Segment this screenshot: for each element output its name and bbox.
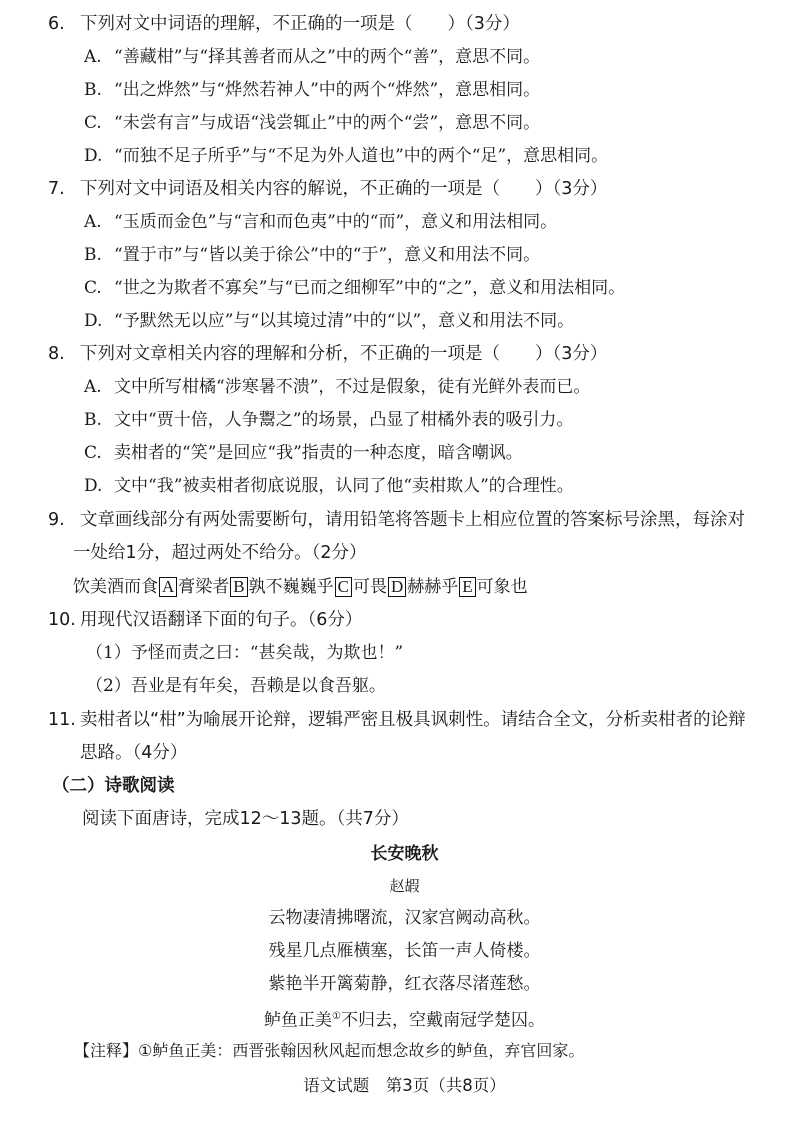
- answer-mark-c[interactable]: C: [335, 577, 352, 597]
- option-key: D.: [84, 311, 103, 331]
- question-10-stem: [48, 608, 362, 632]
- section-intro: 阅读下面唐诗，完成12～13题。（共7分）: [82, 809, 409, 829]
- question-8-stem: [48, 342, 607, 366]
- option-key: C.: [84, 113, 102, 133]
- punctuation-sentence: [73, 575, 528, 599]
- q8-option-d: [84, 474, 574, 498]
- q6-option-d: [84, 144, 608, 168]
- poem-footnote: 【注释】①鲈鱼正美：西晋张翰因秋风起而想念故乡的鲈鱼，弃官回家。: [74, 1041, 585, 1060]
- question-11-stem: [48, 708, 746, 732]
- poem-line-1: 云物凄清拂曙流，汉家宫阙动高秋。: [268, 908, 541, 928]
- translation-item-2: （2）吾业是有年矣，吾赖是以食吾躯。: [86, 676, 386, 696]
- answer-mark-a[interactable]: A: [159, 577, 177, 597]
- q6-option-c: [84, 111, 540, 135]
- question-6-stem: [48, 12, 520, 36]
- option-key: A.: [84, 47, 102, 67]
- q6-option-b: [84, 78, 540, 102]
- poem-title: 长安晚秋: [370, 844, 439, 864]
- poem-line-2: 残星几点雁横塞，长笛一声人倚楼。: [268, 941, 541, 961]
- option-key: D.: [84, 146, 103, 166]
- option-text: 卖柑者的“笑”是回应“我”指责的一种态度，暗含嘲讽。: [114, 443, 523, 463]
- option-text: “世之为欺者不寡矣”与“已而之细柳军”中的“之”，意义和用法相同。: [114, 278, 626, 298]
- option-text: 文中“贾十倍，人争鬻之”的场景，凸显了柑橘外表的吸引力。: [114, 410, 574, 430]
- question-text: 用现代汉语翻译下面的句子。（6分）: [80, 610, 363, 630]
- sentence-segment: 饮美酒而食: [73, 577, 158, 597]
- q6-option-a: [84, 45, 540, 69]
- q7-option-c: [84, 276, 625, 300]
- sentence-segment: 赫赫乎: [407, 577, 459, 597]
- q7-option-a: [84, 210, 557, 234]
- poem-text: 不归去，空戴南冠学楚囚。: [340, 1010, 545, 1031]
- question-text: 下列对文章相关内容的理解和分析，不正确的一项是（ ）（3分）: [80, 344, 608, 364]
- poem-line-4: [0, 1005, 809, 1033]
- question-9-stem: [48, 508, 745, 532]
- option-text: “未尝有言”与成语“浅尝辄止”中的两个“尝”，意思不同。: [114, 113, 541, 133]
- option-text: “予默然无以应”与“以其境过清”中的“以”，意义和用法不同。: [114, 311, 575, 331]
- sentence-segment: 可畏: [352, 577, 387, 597]
- option-text: “置于市”与“皆以美于徐公”中的“于”，意义和用法不同。: [114, 245, 541, 265]
- option-key: A.: [84, 377, 102, 397]
- q7-option-d: [84, 309, 574, 333]
- poem-author: 赵嘏: [389, 877, 420, 895]
- footnote-marker: ①: [332, 1011, 341, 1022]
- sentence-segment: 孰不巍巍乎: [248, 577, 334, 597]
- poem-line-3: 紫艳半开篱菊静，红衣落尽渚莲愁。: [268, 974, 541, 994]
- option-key: C.: [84, 443, 102, 463]
- option-key: C.: [84, 278, 102, 298]
- question-number: 11.: [48, 710, 76, 730]
- question-text: 文章画线部分有两处需要断句，请用铅笔将答题卡上相应位置的答案标号涂黑，每涂对: [80, 510, 745, 530]
- option-key: B.: [84, 410, 102, 430]
- question-number: 9.: [48, 510, 65, 530]
- q8-option-a: [84, 375, 590, 399]
- sentence-segment: 膏梁者: [178, 577, 230, 597]
- question-9-stem-cont: 一处给1分，超过两处不给分。（2分）: [73, 543, 367, 563]
- section-heading: （二）诗歌阅读: [52, 776, 175, 796]
- answer-mark-e[interactable]: E: [459, 577, 475, 597]
- question-text: 下列对文中词语的理解，不正确的一项是（ ）（3分）: [80, 14, 520, 34]
- question-number: 6.: [48, 14, 65, 34]
- answer-mark-d[interactable]: D: [388, 577, 406, 597]
- option-key: B.: [84, 245, 102, 265]
- sentence-segment: 可象也: [476, 577, 528, 597]
- question-7-stem: [48, 177, 607, 201]
- option-text: “出之烨然”与“烨然若神人”中的两个“烨然”，意思相同。: [114, 80, 541, 100]
- question-11-stem-cont: 思路。（4分）: [80, 743, 188, 763]
- option-key: B.: [84, 80, 102, 100]
- option-text: 文中“我”被卖柑者彻底说服，认同了他“卖柑欺人”的合理性。: [114, 476, 574, 496]
- question-number: 8.: [48, 344, 65, 364]
- q8-option-c: [84, 441, 523, 465]
- option-text: “而独不足子所乎”与“不足为外人道也”中的两个“足”，意思相同。: [114, 146, 609, 166]
- poem-text: 鲈鱼正美: [264, 1010, 333, 1031]
- question-number: 10.: [48, 610, 76, 630]
- option-text: “玉质而金色”与“言和而色夷”中的“而”，意义和用法相同。: [114, 212, 558, 232]
- option-key: A.: [84, 212, 102, 232]
- q7-option-b: [84, 243, 540, 267]
- answer-mark-b[interactable]: B: [230, 577, 247, 597]
- option-text: 文中所写柑橘“涉寒暑不溃”，不过是假象，徒有光鲜外表而已。: [114, 377, 591, 397]
- translation-item-1: （1）予怪而责之曰：“甚矣哉，为欺也！”: [86, 643, 404, 663]
- question-text: 卖柑者以“柑”为喻展开论辩，逻辑严密且极具讽刺性。请结合全文，分析卖柑者的论辩: [80, 710, 746, 730]
- page-footer: 语文试题 第3页（共8页）: [303, 1076, 506, 1095]
- option-text: “善藏柑”与“择其善者而从之”中的两个“善”，意思不同。: [114, 47, 541, 67]
- question-number: 7.: [48, 179, 65, 199]
- option-key: D.: [84, 476, 103, 496]
- q8-option-b: [84, 408, 573, 432]
- question-text: 下列对文中词语及相关内容的解说，不正确的一项是（ ）（3分）: [80, 179, 608, 199]
